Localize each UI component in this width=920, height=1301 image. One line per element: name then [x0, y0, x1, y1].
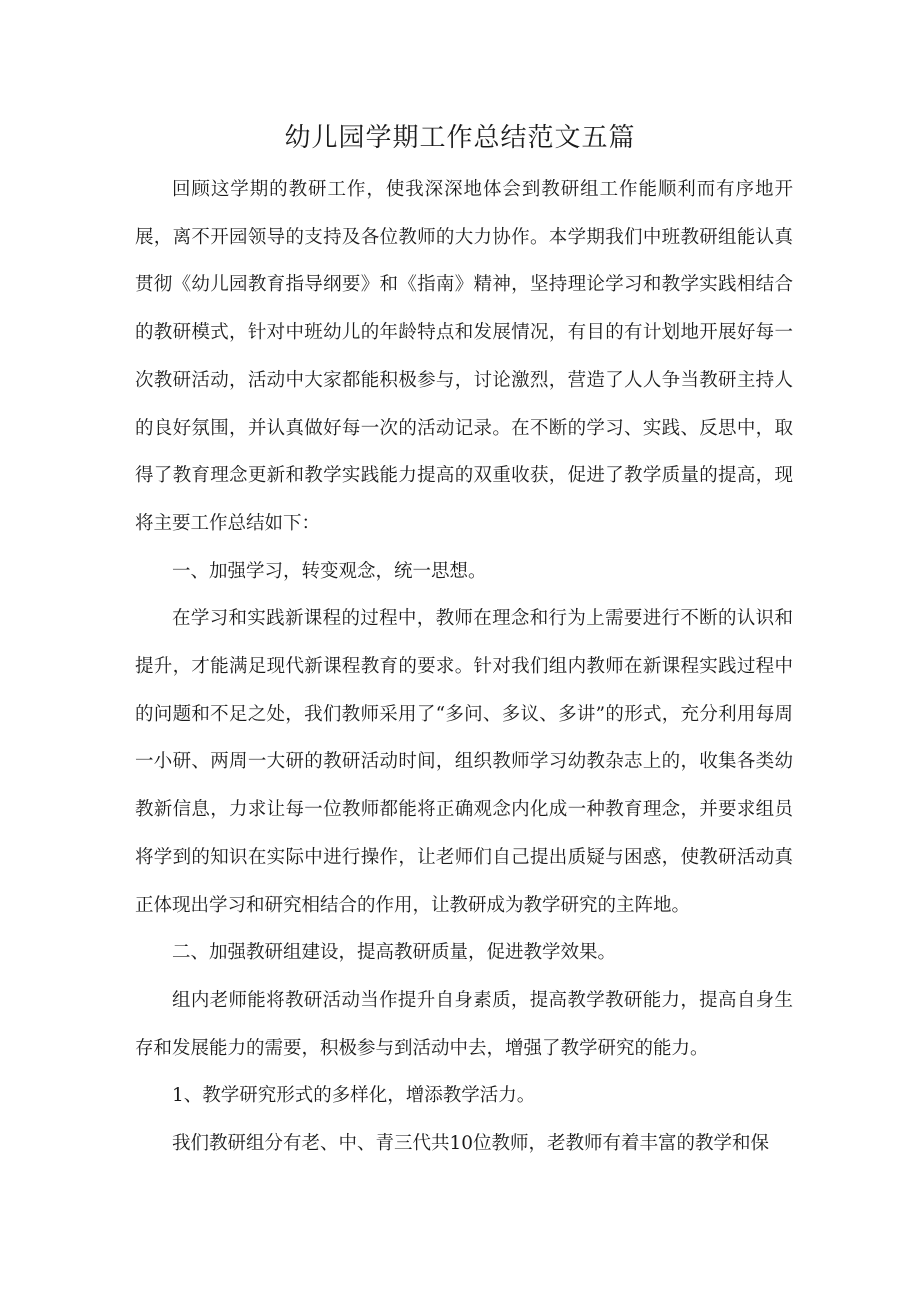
paragraph-intro: 回顾这学期的教研工作，使我深深地体会到教研组工作能顺利而有序地开展，离不开园领导的支持及各位教师的大力协作。本学期我们中班教研组能认真贯彻《幼儿园教育指导纲要》和《指南》精神，坚持理论学习和教学实践相结合的教研模式，针对中班幼儿的年龄特点和发展情况，有目的有计划地开展好每一次教研活动，活动中大家都能积极参与，讨论激烈，营造了人人争当教研主持人的良好氛围，并认真做好每一次的活动记录。在不断的学习、实践、反思中，取得了教育理念更新和教学实践能力提高的双重收获，促进了教学质量的提高，现将主要工作总结如下：	[135, 179, 793, 534]
document-title: 幼儿园学期工作总结范文五篇	[284, 123, 636, 153]
paragraph-section-2: 组内老师能将教研活动当作提升自身素质，提高教学教研能力，提高自身生存和发展能力的需要，积极参与到活动中去，增强了教学研究的能力。	[135, 989, 793, 1059]
paragraph-section-1: 在学习和实践新课程的过程中，教师在理念和行为上需要进行不断的认识和提升，才能满足现代新课程教育的要求。针对我们组内教师在新课程实践过程中的问题和不足之处，我们教师采用了“多问、多议、多讲”的形式，充分利用每周一小研、两周一大研的教研活动时间，组织教师学习幼教杂志上的，收集各类幼教新信息，力求让每一位教师都能将正确观念内化成一种教育理念，并要求组员将学到的知识在实际中进行操作，让老师们自己提出质疑与困惑，使教研活动真正体现出学习和研究相结合的作用，让教研成为教学研究的主阵地。	[135, 608, 793, 916]
document-body	[135, 166, 793, 1168]
subsection-heading-1: 1、教学研究形式的多样化，增添教学活力。	[172, 1085, 536, 1107]
section-heading-2: 二、加强教研组建设，提高教研质量，促进教学效果。	[172, 942, 617, 964]
paragraph-subsection-1: 我们教研组分有老、中、青三代共10位教师，老教师有着丰富的教学和保	[172, 1133, 770, 1155]
section-heading-1: 一、加强学习，转变观念，统一思想。	[172, 560, 487, 582]
